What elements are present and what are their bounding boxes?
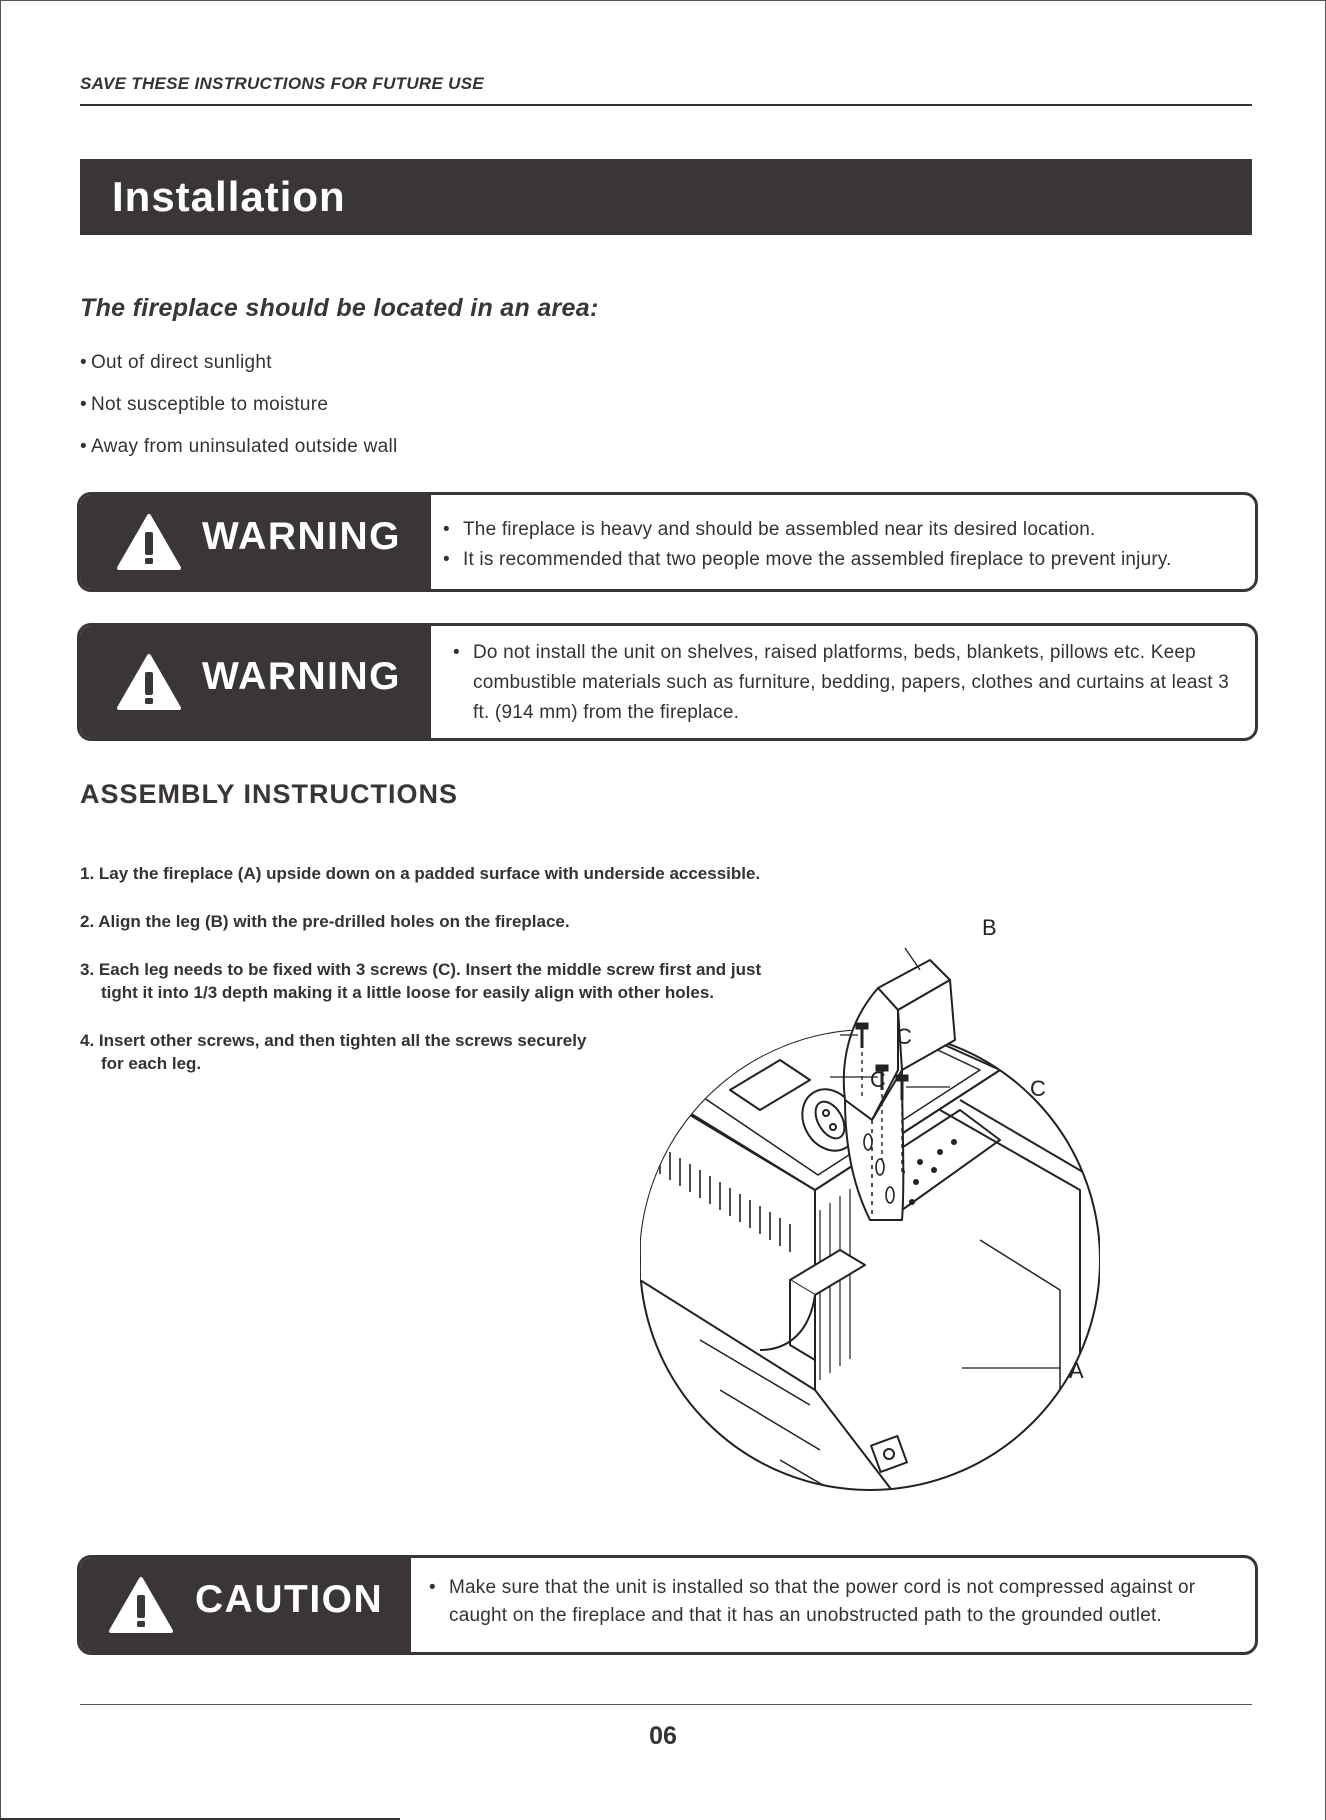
warning-box (77, 492, 1258, 592)
warning-triangle-icon (116, 653, 182, 711)
section-title-bar (80, 159, 1252, 235)
callout-leg-b: B (982, 915, 997, 940)
location-list (80, 352, 398, 478)
list-item: • Not susceptible to moisture (80, 394, 398, 436)
step-item: 2. Align the leg (B) with the pre-drilled holes on the fireplace. (80, 912, 570, 931)
page-number: 06 (649, 1722, 677, 1750)
header-divider (80, 104, 1252, 106)
step-item: 1. Lay the fireplace (A) upside down on a padded surface with underside accessible. (80, 864, 761, 883)
warning-label-panel (80, 626, 431, 738)
caution-text (429, 1574, 1239, 1630)
warning-text (453, 638, 1233, 728)
step-item: 4. Insert other screws, and then tighten all the screws securely for each leg. (80, 1031, 587, 1073)
step-item: 3. Each leg needs to be fixed with 3 screws (C). Insert the middle screw first and just tight it into 1/3 depth making it a little loose for easily align with other holes. (80, 960, 762, 1002)
caution-label-panel (80, 1558, 411, 1652)
warning-text (443, 515, 1172, 575)
running-header: SAVE THESE INSTRUCTIONS FOR FUTURE USE (80, 74, 485, 93)
page-border (0, 0, 1, 1820)
callout-screw-c: C (896, 1024, 912, 1049)
caution-box (77, 1555, 1258, 1655)
warning-label: WARNING (202, 515, 401, 558)
fireplace-leg-drawing (640, 920, 1100, 1500)
list-item: • It is recommended that two people move the assembled fireplace to prevent injury. (443, 545, 1172, 575)
callout-screw-c: C (1030, 1076, 1046, 1101)
assembly-diagram (640, 915, 1100, 1500)
warning-label-panel (80, 495, 431, 589)
list-item: • Do not install the unit on shelves, raised platforms, beds, blankets, pillows etc. Keep combustible materials such as furniture, bedding, papers, clothes and curtains at least 3 ft. (914 mm) from the fireplace. (453, 638, 1233, 728)
list-item: • Away from uninsulated outside wall (80, 436, 398, 478)
callout-screw-c: C (870, 1067, 886, 1092)
assembly-heading: ASSEMBLY INSTRUCTIONS (80, 779, 459, 809)
list-item: • The fireplace is heavy and should be assembled near its desired location. (443, 515, 1172, 545)
location-heading: The fireplace should be located in an area: (80, 294, 599, 322)
warning-triangle-icon (116, 513, 182, 571)
list-item: • Make sure that the unit is installed so that the power cord is not compressed against or caught on the fireplace and that it has an unobstructed path to the grounded outlet. (429, 1574, 1239, 1630)
warning-label: WARNING (202, 655, 401, 698)
section-title: Installation (112, 173, 346, 220)
page-border (0, 0, 1326, 1)
warning-box (77, 623, 1258, 741)
caution-label: CAUTION (195, 1578, 384, 1621)
callout-fireplace-a: A (1069, 1358, 1084, 1383)
footer-divider (80, 1704, 1252, 1705)
warning-triangle-icon (108, 1576, 174, 1634)
list-item: • Out of direct sunlight (80, 352, 398, 394)
